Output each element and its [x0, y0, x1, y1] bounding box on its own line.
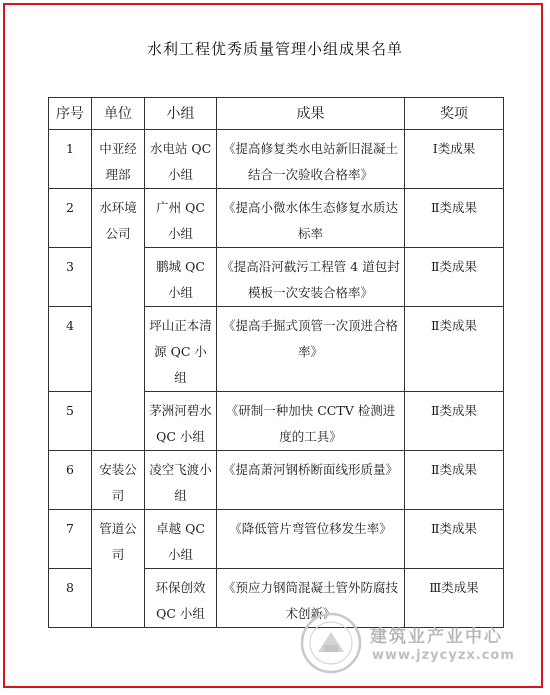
- header-result: 成果: [217, 98, 405, 130]
- table-row: [49, 451, 504, 510]
- row-result: 《提高手掘式顶管一次顶进合格率》: [217, 307, 405, 392]
- row-group: 凌空飞渡小组: [145, 451, 217, 510]
- table-row: [49, 510, 504, 569]
- row-result: 《提高沿河截污工程管 4 道包封模板一次安装合格率》: [217, 248, 405, 307]
- row-unit: 中亚经理部: [92, 130, 145, 189]
- row-result: 《提高修复类水电站新旧混凝土结合一次验收合格率》: [217, 130, 405, 189]
- row-award: Ⅰ类成果: [405, 130, 504, 189]
- row-no: 6: [49, 451, 92, 510]
- row-award: Ⅱ类成果: [405, 189, 504, 248]
- row-unit: 安装公司: [92, 451, 145, 510]
- row-result: 《预应力钢筒混凝土管外防腐技术创新》: [217, 569, 405, 628]
- table-row: [49, 130, 504, 189]
- watermark-url: www.jzycyzx.com: [372, 648, 515, 663]
- row-result: 《提高萧河钢桥断面线形质量》: [217, 451, 405, 510]
- row-award: Ⅱ类成果: [405, 392, 504, 451]
- row-group: 鹏城 QC 小组: [145, 248, 217, 307]
- row-unit: 管道公司: [92, 510, 145, 628]
- row-group: 水电站 QC 小组: [145, 130, 217, 189]
- watermark-name: 建筑业产业中心: [370, 627, 503, 647]
- row-no: 4: [49, 307, 92, 392]
- header-unit: 单位: [92, 98, 145, 130]
- row-unit: 水环境公司: [92, 189, 145, 451]
- row-award: Ⅱ类成果: [405, 248, 504, 307]
- watermark-seal-icon: [300, 612, 362, 674]
- row-result: 《研制一种加快 CCTV 检测进度的工具》: [217, 392, 405, 451]
- row-award: Ⅱ类成果: [405, 307, 504, 392]
- row-no: 8: [49, 569, 92, 628]
- row-no: 3: [49, 248, 92, 307]
- row-no: 2: [49, 189, 92, 248]
- row-group: 广州 QC 小组: [145, 189, 217, 248]
- row-group: 环保创效 QC 小组: [145, 569, 217, 628]
- page-title: 水利工程优秀质量管理小组成果名单: [146, 40, 403, 58]
- row-no: 5: [49, 392, 92, 451]
- row-award: Ⅱ类成果: [405, 510, 504, 569]
- row-group: 茅洲河碧水 QC 小组: [145, 392, 217, 451]
- table-header-row: [49, 98, 504, 130]
- row-group: 坪山正本清源 QC 小组: [145, 307, 217, 392]
- table-row: [49, 189, 504, 248]
- row-result: 《提高小微水体生态修复水质达标率: [217, 189, 405, 248]
- header-group: 小组: [145, 98, 217, 130]
- row-no: 1: [49, 130, 92, 189]
- row-group: 卓越 QC 小组: [145, 510, 217, 569]
- header-award: 奖项: [405, 98, 504, 130]
- row-award: Ⅲ类成果: [405, 569, 504, 628]
- header-no: 序号: [49, 98, 92, 130]
- results-table: [48, 97, 504, 628]
- row-result: 《降低管片弯管位移发生率》: [217, 510, 405, 569]
- row-no: 7: [49, 510, 92, 569]
- row-award: Ⅱ类成果: [405, 451, 504, 510]
